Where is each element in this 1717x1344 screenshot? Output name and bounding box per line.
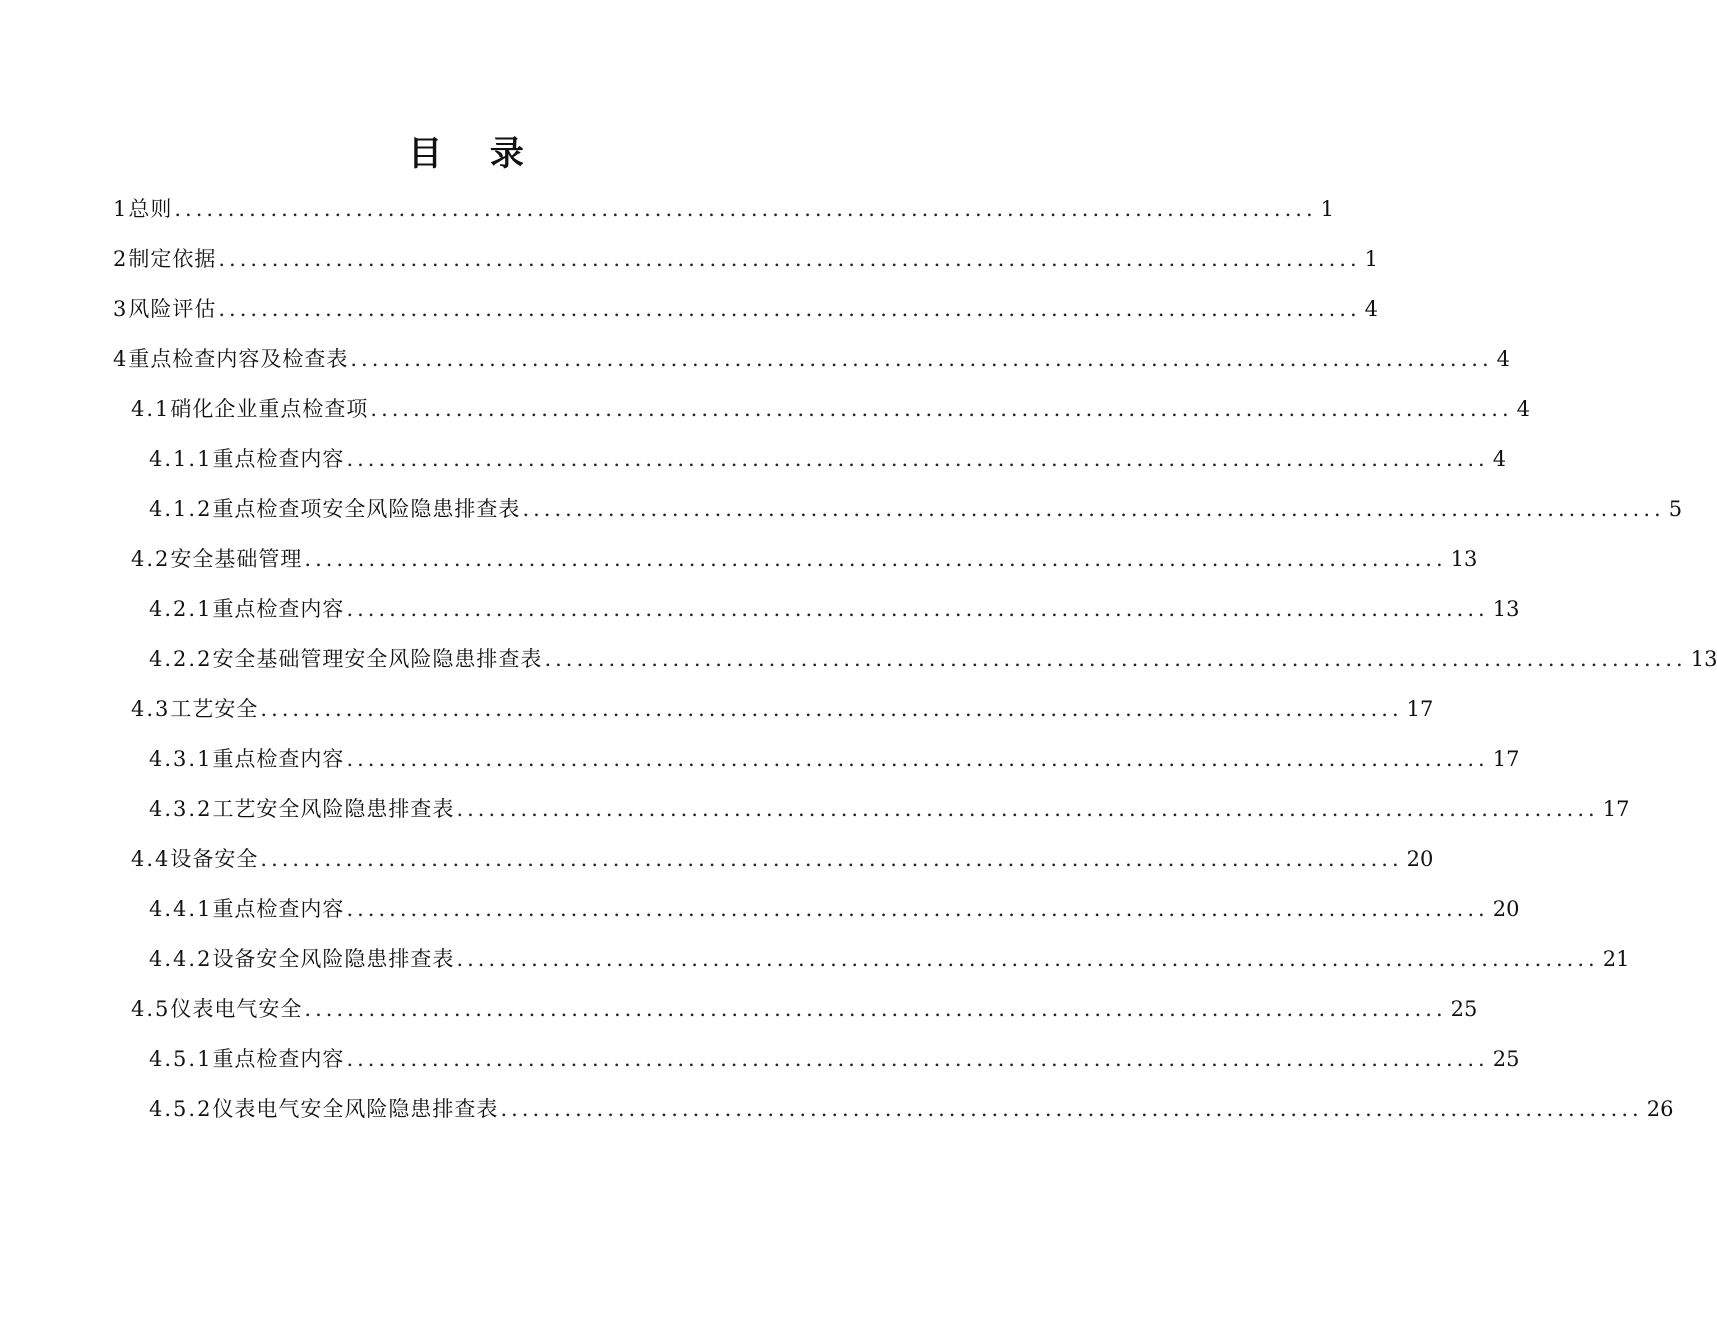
toc-dot-leader: ........................................................................................................... [260,697,1403,721]
toc-dot-leader: ........................................................................................................... [304,547,1447,571]
toc-page-number: 25 [1492,1047,1520,1071]
toc-entry-number: 4.4 [131,847,171,871]
toc-dot-leader: ........................................................................................................... [218,247,1361,271]
toc-entry[interactable] [131,992,1478,1026]
toc-page-number: 21 [1602,947,1630,971]
toc-entry-title: 重点检查内容 [212,747,345,771]
page-title: 目 录 [408,134,542,174]
toc-page-number: 13 [1450,547,1478,571]
toc-entry-title: 仪表电气安全 [170,997,303,1021]
toc-entry-number: 4.5.2 [149,1097,213,1121]
toc-page-number: 26 [1646,1097,1674,1121]
toc-entry-title: 总则 [128,197,173,221]
toc-entry-title: 仪表电气安全风险隐患排查表 [212,1097,499,1121]
toc-entry-number: 4.4.2 [149,947,213,971]
toc-entry[interactable] [149,1042,1520,1076]
toc-page-number: 25 [1450,997,1478,1021]
toc-page-number: 1 [1364,247,1379,271]
toc-entry-number: 4 [113,347,129,371]
toc-entry-number: 4.1 [131,397,171,421]
toc-entry-number: 4.4.1 [149,897,213,921]
toc-entry[interactable] [113,292,1379,326]
toc-entry-number: 3 [113,297,129,321]
toc-page-number: 13 [1492,597,1520,621]
toc-entry-title: 设备安全 [170,847,259,871]
toc-entry-title: 重点检查内容 [212,897,345,921]
toc-page-number: 1 [1320,197,1335,221]
toc-entry[interactable] [149,792,1630,826]
toc-entry[interactable] [149,942,1630,976]
toc-entry[interactable] [149,442,1507,476]
toc-page-number: 17 [1492,747,1520,771]
toc-entry[interactable] [113,342,1511,376]
toc-dot-leader: ........................................................................................................... [260,847,1403,871]
toc-page-number: 4 [1496,347,1511,371]
toc-entry-number: 4.5.1 [149,1047,213,1071]
toc-entry-title: 风险评估 [128,297,217,321]
toc-entry[interactable] [149,592,1520,626]
toc-entry-number: 4.1.1 [149,447,213,471]
toc-dot-leader: ........................................................................................................... [174,197,1317,221]
toc-page-number: 20 [1406,847,1434,871]
toc-dot-leader: ........................................................................................................... [346,897,1489,921]
toc-entry-number: 4.2.2 [149,647,213,671]
toc-dot-leader: ........................................................................................................... [218,297,1361,321]
toc-dot-leader: ........................................................................................................... [346,1047,1489,1071]
toc-entry-number: 4.3.1 [149,747,213,771]
toc-entry-title: 制定依据 [128,247,217,271]
toc-dot-leader: ........................................................................................................... [544,647,1687,671]
toc-dot-leader: ........................................................................................................... [304,997,1447,1021]
toc-entry-number: 1 [113,197,129,221]
toc-page-number: 13 [1690,647,1717,671]
toc-entry-title: 安全基础管理安全风险隐患排查表 [212,647,543,671]
toc-entry-number: 4.3 [131,697,171,721]
toc-dot-leader: ........................................................................................................... [346,597,1489,621]
toc-entry-title: 工艺安全 [170,697,259,721]
toc-entry-title: 重点检查内容 [212,597,345,621]
toc-dot-leader: ........................................................................................................... [456,947,1599,971]
toc-entry-title: 重点检查项安全风险隐患排查表 [212,497,521,521]
toc-entry-title: 工艺安全风险隐患排查表 [212,797,455,821]
toc-dot-leader: ........................................................................................................... [346,747,1489,771]
toc-entry-title: 重点检查内容 [212,1047,345,1071]
toc-entry-title: 安全基础管理 [170,547,303,571]
toc-entry-number: 4.5 [131,997,171,1021]
toc-entry-number: 4.2 [131,547,171,571]
toc-entry[interactable] [149,492,1683,526]
toc-entry[interactable] [131,542,1478,576]
toc-entry[interactable] [149,892,1520,926]
toc-page-number: 17 [1602,797,1630,821]
toc-entry-title: 设备安全风险隐患排查表 [212,947,455,971]
toc-entry[interactable] [113,192,1335,226]
toc-dot-leader: ........................................................................................................... [456,797,1599,821]
toc-entry[interactable] [131,842,1434,876]
toc-entry-number: 4.3.2 [149,797,213,821]
toc-entry-number: 4.2.1 [149,597,213,621]
toc-dot-leader: ........................................................................................................... [350,347,1493,371]
toc-page-number: 4 [1492,447,1507,471]
toc-entry-title: 重点检查内容 [212,447,345,471]
toc-entry-title: 重点检查内容及检查表 [128,347,349,371]
toc-entry[interactable] [131,392,1531,426]
toc-page-number: 4 [1516,397,1531,421]
toc-entry-number: 4.1.2 [149,497,213,521]
toc-entry[interactable] [149,1092,1674,1126]
toc-entry[interactable] [149,742,1520,776]
toc-page-number: 5 [1668,497,1683,521]
toc-entry-title: 硝化企业重点检查项 [170,397,369,421]
toc-dot-leader: ........................................................................................................... [346,447,1489,471]
toc-page-number: 4 [1364,297,1379,321]
toc-dot-leader: ........................................................................................................... [500,1097,1643,1121]
toc-dot-leader: ........................................................................................................... [522,497,1665,521]
toc-entry-number: 2 [113,247,129,271]
toc-page-number: 17 [1406,697,1434,721]
toc-dot-leader: ........................................................................................................... [370,397,1513,421]
toc-entry[interactable] [149,642,1717,676]
toc-page-number: 20 [1492,897,1520,921]
toc-entry[interactable] [113,242,1379,276]
toc-entry[interactable] [131,692,1434,726]
